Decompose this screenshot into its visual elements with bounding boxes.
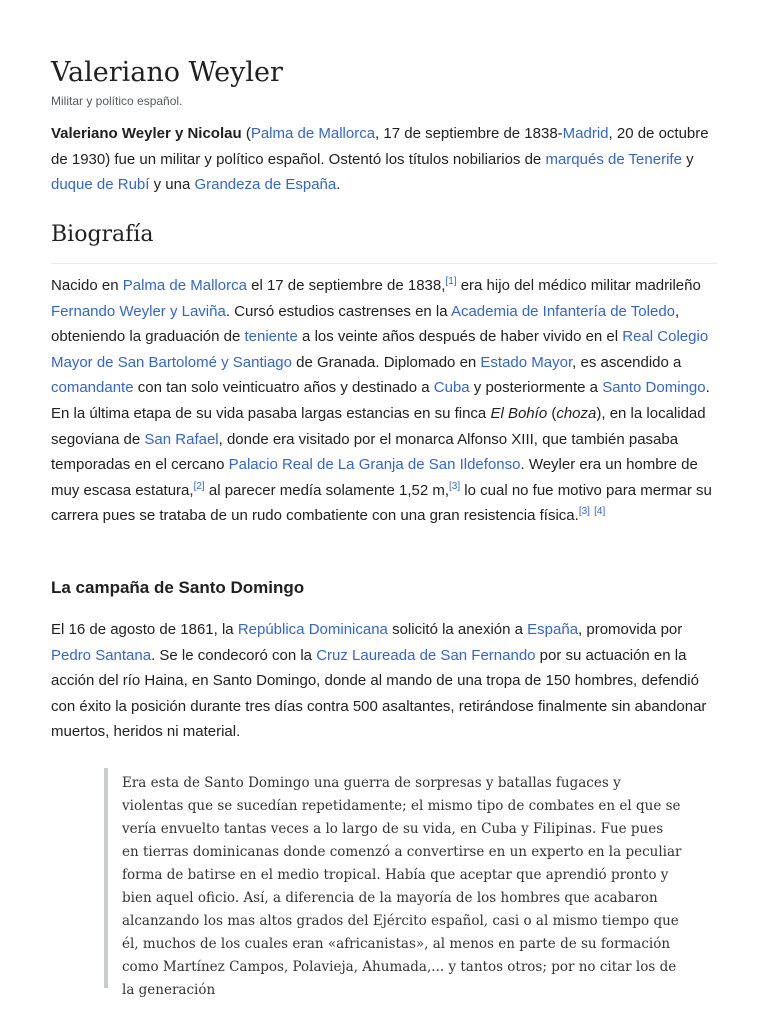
link-republica-dominicana[interactable]: República Dominicana	[237, 621, 388, 638]
reference-link[interactable]: [4]	[594, 506, 606, 518]
text: , es ascendido a	[572, 353, 682, 371]
italic-el-bohio: El Bohío	[490, 404, 548, 422]
link-pedro-santana[interactable]: Pedro Santana	[51, 646, 152, 664]
link-madrid[interactable]: Madrid	[562, 125, 609, 142]
link-santo-domingo[interactable]: Santo Domingo	[602, 379, 706, 397]
italic-choza: choza	[556, 404, 597, 422]
reference-link[interactable]: [2]	[193, 480, 205, 492]
reference-link[interactable]: [3]	[578, 506, 590, 518]
link-estado-mayor[interactable]: Estado Mayor	[480, 353, 573, 371]
text: solicitó la anexión a	[387, 621, 528, 638]
link-academia-infanteria[interactable]: Academia de Infantería de Toledo	[450, 302, 676, 320]
link-espana[interactable]: España	[527, 621, 579, 638]
link-duque-de-rubi[interactable]: duque de Rubí	[51, 176, 150, 194]
page-title: Valeriano Weyler	[51, 57, 283, 88]
link-san-rafael[interactable]: San Rafael	[144, 430, 219, 448]
text: .	[336, 176, 341, 194]
text: Nacido en	[51, 277, 123, 294]
section-heading-campana[interactable]: La campaña de Santo Domingo	[51, 578, 305, 597]
text: (	[241, 125, 251, 142]
text: y	[681, 150, 694, 168]
reference-link[interactable]: [3]	[449, 480, 461, 492]
text: con tan solo veinticuatro años y destinado a	[133, 379, 434, 397]
section-heading-biografia[interactable]: Biografía	[51, 217, 718, 264]
text: al parecer medía solamente 1,52 m,	[204, 481, 449, 499]
reference-3	[449, 481, 460, 492]
link-teniente[interactable]: teniente	[244, 328, 298, 346]
text: (	[547, 404, 557, 422]
link-marques-de-tenerife[interactable]: marqués de Tenerife	[545, 150, 682, 168]
link-palma-de-mallorca[interactable]: Palma de Mallorca	[250, 125, 376, 142]
text: y una	[149, 176, 195, 194]
text: y posteriormente a	[469, 379, 603, 397]
text: de Granada. Diplomado en	[291, 353, 481, 371]
text: el 17 de septiembre de 1838,	[246, 277, 446, 294]
text: , donde era visitado por el monarca Alfonso XIII, que también pasaba temporadas en el cercano	[51, 430, 679, 474]
lead-paragraph	[51, 121, 723, 198]
text: , promovida por	[578, 621, 683, 638]
link-palacio-real[interactable]: Palacio Real de La Granja de San Ildefonso	[228, 456, 521, 474]
text: era hijo del médico militar madrileño	[456, 277, 701, 294]
page-subtitle: Militar y político español.	[51, 94, 183, 108]
text: , 17 de septiembre de 1838-	[375, 125, 563, 142]
text: por su actuación en la acción del río Haina, en Santo Domingo, donde al mando de una tropa de 150 hombres, defendió con éxito la posición durante tres días contra 500 asaltantes, retirándose finalmente sin abandonar muertos, heridos ni material.	[51, 646, 707, 741]
subject-name: Valeriano Weyler y Nicolau	[51, 125, 242, 142]
text: . Se le condecoró con la	[151, 646, 317, 664]
text: . Cursó estudios castrenses en la	[225, 302, 451, 320]
text: , obteniendo la graduación de	[51, 302, 680, 346]
reference-4	[594, 506, 605, 517]
text: . En la última etapa de su vida pasaba largas estancias en su finca	[51, 379, 710, 422]
link-fernando-weyler[interactable]: Fernando Weyler y Laviña	[51, 302, 226, 320]
blockquote	[104, 768, 682, 998]
text: ), en la localidad segoviana de	[51, 404, 706, 448]
link-real-colegio[interactable]: Real Colegio Mayor de San Bartolomé y Santiago	[51, 328, 709, 371]
text: lo cual no fue motivo para mermar su carrera pues se trataba de un rudo combatiente con una gran resistencia física.	[51, 481, 712, 525]
biografia-paragraph	[51, 273, 723, 529]
link-grandeza-de-espana[interactable]: Grandeza de España	[194, 176, 337, 194]
link-cuba[interactable]: Cuba	[433, 379, 470, 397]
text: a los veinte años después de haber vivido en el	[297, 328, 623, 346]
reference-1	[445, 276, 456, 287]
link-cruz-laureada[interactable]: Cruz Laureada de San Fernando	[316, 646, 536, 664]
reference-link[interactable]: [1]	[445, 276, 457, 287]
campana-paragraph	[51, 617, 723, 745]
text: , 20 de octubre de 1930) fue un militar y político español. Ostentó los títulos nobiliarios de	[51, 125, 709, 168]
link-comandante[interactable]: comandante	[51, 379, 134, 397]
reference-2	[194, 481, 205, 492]
blockquote-text: Era esta de Santo Domingo una guerra de sorpresas y batallas fugaces y violentas que se sucedían repetidamente; el mismo tipo de combates en el que se vería envuelto tantas veces a lo largo de su vida, en Cuba y Filipinas. Fue pues en tierras dominicanas donde comenzó a convertirse en un experto en la peculiar forma de batirse en el medio tropical. Había que aceptar que aprendió pronto y bien aquel oficio. Así, a diferencia de la mayoría de los hombres que acabaron alcanzando los mas altos grados del Ejército español, casi o al mismo tiempo que él, muchos de los cuales eran «africanistas», al menos en parte de su formación como Martínez Campos, Polavieja, Ahumada,... y tantos otros; por no citar los de la generación	[122, 775, 682, 998]
link-palma-de-mallorca[interactable]: Palma de Mallorca	[122, 277, 247, 294]
text: . Weyler era un hombre de muy escasa estatura,	[51, 456, 698, 499]
text: El 16 de agosto de 1861, la	[51, 621, 238, 638]
reference-3b	[579, 506, 590, 517]
